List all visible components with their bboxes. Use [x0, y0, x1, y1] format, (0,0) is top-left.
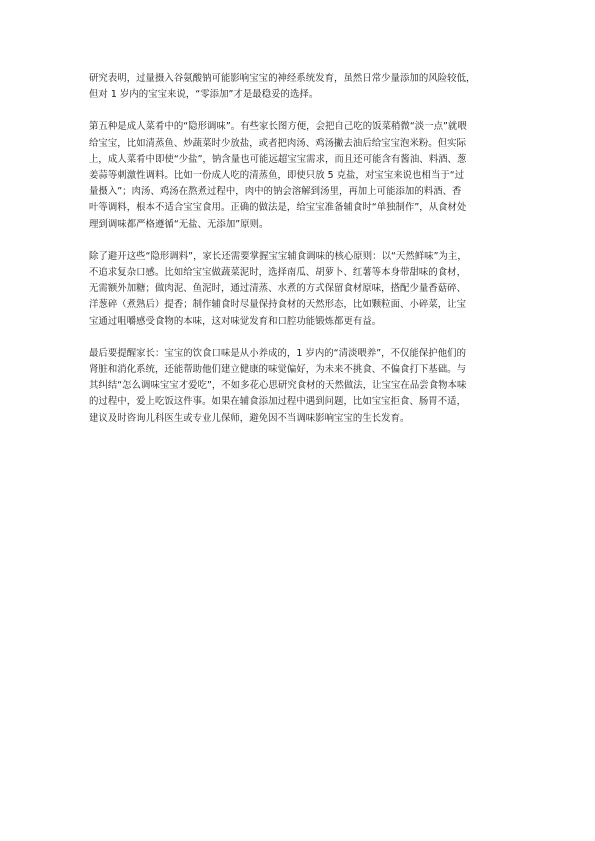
- text-line: 叶等调料，根本不适合宝宝食用。正确的做法是，给宝宝准备辅食时“单独制作”，从食材处: [89, 202, 467, 214]
- text-line: 无需额外加糖；做肉泥、鱼泥时，通过清蒸、水煮的方式保留食材原味，搭配少量香菇碎、: [89, 283, 467, 295]
- text-line: 上，成人菜肴中即使“少盐”，钠含量也可能远超宝宝需求，而且还可能含有酱油、料酒、葱: [89, 153, 467, 165]
- paragraph-4: [89, 346, 509, 427]
- text-line: 宝通过咀嚼感受食物的本味，这对味觉发育和口腔功能锻炼都更有益。: [89, 315, 382, 327]
- text-line: 的过程中，爱上吃饭这件事。如果在辅食添加过程中遇到问题，比如宝宝拒食、肠胃不适，: [89, 396, 467, 408]
- paragraph-3: [89, 249, 509, 330]
- text-line: 洋葱碎（煮熟后）提香；制作辅食时尽量保持食材的天然形态，比如颗粒面、小碎菜，让宝: [89, 299, 467, 311]
- text-line: 姜蒜等刺激性调料。比如一份成人吃的清蒸鱼，即使只放 5 克盐，对宝宝来说也相当于“过: [89, 170, 465, 182]
- text-line: 肾脏和消化系统，还能帮助他们建立健康的味觉偏好，为未来不挑食、不偏食打下基础。与: [89, 364, 467, 376]
- text-line: 最后要提醒家长：宝宝的饮食口味是从小养成的，1 岁内的“清淡喂养”，不仅能保护他们的: [89, 347, 467, 359]
- paragraph-1: [89, 71, 509, 103]
- text-line: 理到调味都严格遵循“无盐、无添加”原则。: [89, 218, 269, 230]
- text-line: 除了避开这些“隐形调料”，家长还需要掌握宝宝辅食调味的核心原则：以“天然鲜味”为主，: [89, 250, 467, 262]
- text-line: 给宝宝，比如清蒸鱼、炒蔬菜时少放盐，或者把肉汤、鸡汤撇去油后给宝宝泡米粉。但实际: [89, 137, 467, 149]
- text-line: 研究表明，过量摄入谷氨酸钠可能影响宝宝的神经系统发育，虽然日常少量添加的风险较低，: [89, 73, 476, 84]
- text-line: 第五种是成人菜肴中的“隐形调味”。有些家长图方便，会把自己吃的饭菜稍微“淡一点”就喂: [89, 121, 467, 133]
- paragraph-2: [89, 119, 509, 232]
- text-line: 但对 1 岁内的宝宝来说，“零添加”才是最稳妥的选择。: [89, 89, 319, 101]
- text-line: 建议及时咨询儿科医生或专业儿保师，避免因不当调味影响宝宝的生长发育。: [89, 412, 410, 424]
- text-line: 其纠结“怎么调味宝宝才爱吃”，不如多花心思研究食材的天然做法，让宝宝在品尝食物本味: [89, 380, 467, 392]
- document-body: [89, 71, 509, 443]
- text-line: 不追求复杂口感。比如给宝宝做蔬菜泥时，选择南瓜、胡萝卜、红薯等本身带甜味的食材，: [89, 267, 467, 279]
- text-line: 量摄入”；肉汤、鸡汤在熬煮过程中，肉中的钠会溶解到汤里，再加上可能添加的料酒、香: [89, 186, 462, 198]
